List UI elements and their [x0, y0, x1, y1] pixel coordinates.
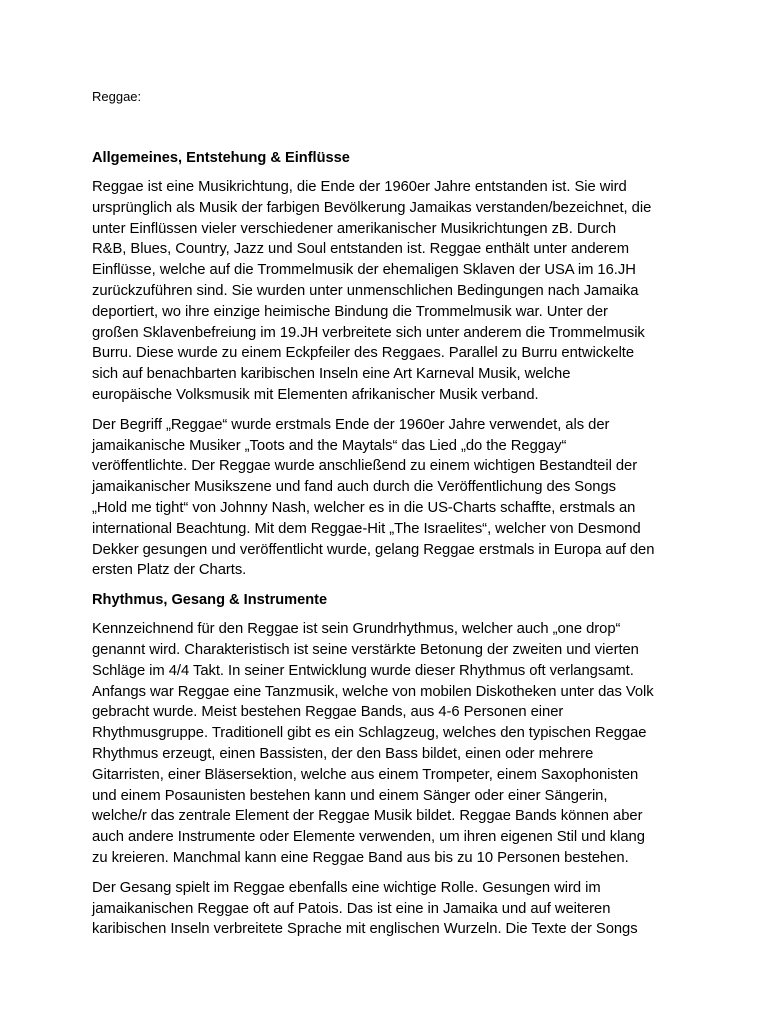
text-line: Dekker gesungen und veröffentlicht wurde, gelang Reggae erstmals in Europa auf den	[92, 541, 655, 558]
text-line: zurückzuführen sind. Sie wurden unter unmenschlichen Bedingungen nach Jamaika	[92, 282, 639, 299]
text-line: europäische Volksmusik mit Elementen afrikanischer Musik verband.	[92, 386, 539, 403]
text-line: „Hold me tight“ von Johnny Nash, welcher es in die US-Charts schaffte, erstmals an	[92, 499, 636, 516]
paragraph	[92, 878, 686, 940]
paragraph	[92, 619, 686, 869]
text-line: und einem Posaunisten bestehen kann und einem Sänger oder einer Sängerin,	[92, 787, 608, 804]
text-line: jamaikanischen Reggae oft auf Patois. Das ist eine in Jamaika und auf weiteren	[92, 900, 611, 917]
paragraph	[92, 177, 686, 406]
text-line: gebracht wurde. Meist bestehen Reggae Bands, aus 4-6 Personen einer	[92, 704, 564, 721]
text-line: unter Einflüssen vieler verschiedener amerikanischer Musikrichtungen zB. Durch	[92, 220, 617, 237]
document-title: Reggae:	[92, 89, 142, 104]
text-line: international Beachtung. Mit dem Reggae-Hit „The Israelites“, welcher von Desmond	[92, 520, 641, 537]
text-line: großen Sklavenbefreiung im 19.JH verbreitete sich unter anderem die Trommelmusik	[92, 324, 645, 341]
text-line: Der Begriff „Reggae“ wurde erstmals Ende der 1960er Jahre verwendet, als der	[92, 416, 610, 433]
text-line: karibischen Inseln verbreitete Sprache mit englischen Wurzeln. Die Texte der Songs	[92, 921, 638, 938]
text-line: ursprünglich als Musik der farbigen Bevölkerung Jamaikas verstanden/bezeichnet, die	[92, 199, 652, 216]
text-line: Rhythmus erzeugt, einen Bassisten, der den Bass bildet, einen oder mehrere	[92, 745, 594, 762]
text-line: Reggae ist eine Musikrichtung, die Ende der 1960er Jahre entstanden ist. Sie wird	[92, 179, 627, 195]
text-line: Gitarristen, einer Bläsersektion, welche aus einem Trompeter, einem Saxophonisten	[92, 766, 639, 783]
text-line: Einflüsse, welche auf die Trommelmusik der ehemaligen Sklaven der USA im 16.JH	[92, 262, 636, 279]
text-line: sich auf benachbarten karibischen Inseln eine Art Karneval Musik, welche	[92, 366, 571, 383]
text-line: Schläge im 4/4 Takt. In seiner Entwicklung wurde dieser Rhythmus oft verlangsamt.	[92, 662, 634, 679]
text-line: genannt wird. Charakteristisch ist seine verstärkte Betonung der zweiten und vierten	[92, 641, 639, 658]
text-line: jamaikanische Musiker „Toots and the Maytals“ das Lied „do the Reggay“	[92, 437, 567, 454]
text-line: deportiert, wo ihre einzige heimische Bindung die Trommelmusik war. Unter der	[92, 303, 608, 320]
text-line: ersten Platz der Charts.	[92, 562, 247, 579]
paragraph	[92, 415, 686, 581]
document-body	[92, 88, 686, 949]
text-line: jamaikanischer Musikszene und fand auch durch die Veröffentlichung des Songs	[92, 479, 617, 496]
text-line: auch andere Instrumente oder Elemente verwenden, um ihren eigenen Stil und klang	[92, 829, 645, 846]
text-line: R&B, Blues, Country, Jazz und Soul entstanden ist. Reggae enthält unter anderem	[92, 241, 630, 258]
text-line: Der Gesang spielt im Reggae ebenfalls eine wichtige Rolle. Gesungen wird im	[92, 879, 601, 896]
text-line: Rhythmusgruppe. Traditionell gibt es ein Schlagzeug, welches den typischen Reggae	[92, 725, 647, 742]
text-line: Kennzeichnend für den Reggae ist sein Grundrhythmus, welcher auch „one drop“	[92, 621, 621, 638]
text-line: Burru. Diese wurde zu einem Eckpfeiler des Reggaes. Parallel zu Burru entwickelte	[92, 345, 635, 362]
text-line: veröffentlichte. Der Reggae wurde anschließend zu einem wichtigen Bestandteil der	[92, 458, 638, 475]
text-line: zu kreieren. Manchmal kann eine Reggae Band aus bis zu 10 Personen bestehen.	[92, 849, 629, 866]
section-heading-allgemeines: Allgemeines, Entstehung & Einflüsse	[92, 150, 350, 166]
text-line: welche/r das zentrale Element der Reggae Musik bildet. Reggae Bands können aber	[92, 808, 643, 825]
text-line: Anfangs war Reggae eine Tanzmusik, welche von mobilen Diskotheken unter das Volk	[92, 683, 654, 700]
section-heading-rhythmus: Rhythmus, Gesang & Instrumente	[92, 592, 328, 609]
